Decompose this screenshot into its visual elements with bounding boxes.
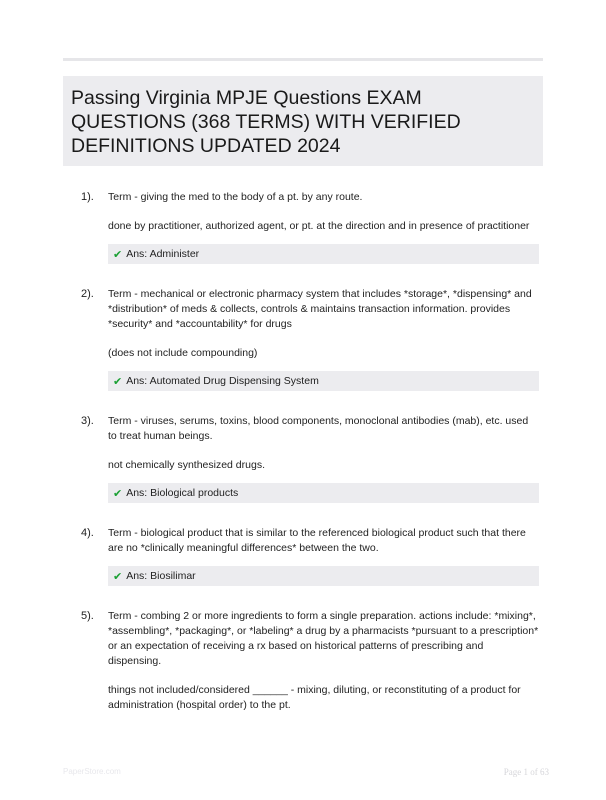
question-text: Term - giving the med to the body of a pt. by any route. [108, 191, 363, 203]
answer-box [108, 483, 539, 503]
question-text: Term - mechanical or electronic pharmacy system that includes *storage*, *dispensing* and *distribution* of meds & collects, controls & maintains transaction information. provides *security* and *accountability* for drugs [108, 288, 532, 330]
question-item [63, 287, 543, 391]
question-text: Term - combing 2 or more ingredients to form a single preparation. actions include: *mixing*, *assembling*, *packaging*, or *labeling* a drug by a pharmacists *pursuant to a prescription* or an expectation of receiving a rx based on historical patterns of prescribing and dispensing. [108, 610, 539, 667]
answer-box [108, 244, 539, 264]
question-body [108, 414, 539, 503]
page-number: Page 1 of 63 [503, 767, 549, 777]
question-text: done by practitioner, authorized agent, or pt. at the direction and in presence of practitioner [108, 220, 530, 232]
question-number: 5). [81, 610, 94, 622]
question-list [63, 190, 543, 736]
answer-text: Ans: Biological products [126, 487, 239, 499]
question-number: 4). [81, 527, 94, 539]
question-body [108, 287, 539, 391]
answer-text: Ans: Biosilimar [126, 570, 196, 582]
question-body [108, 190, 539, 264]
answer-text: Ans: Administer [126, 248, 200, 260]
title-box [63, 76, 543, 166]
question-text: not chemically synthesized drugs. [108, 459, 265, 471]
question-text: Term - viruses, serums, toxins, blood components, monoclonal antibodies (mab), etc. used to treat human beings. [108, 415, 529, 442]
checkmark-icon: ✔ [113, 487, 123, 500]
answer-box [108, 566, 539, 586]
question-item [63, 414, 543, 503]
document-title: Passing Virginia MPJE Questions EXAM QUESTIONS (368 TERMS) WITH VERIFIED DEFINITIONS UPDATED 2024 [71, 87, 461, 157]
question-item [63, 526, 543, 586]
answer-text: Ans: Automated Drug Dispensing System [126, 375, 319, 387]
question-item [63, 609, 543, 713]
top-divider [63, 58, 543, 61]
question-text: Term - biological product that is similar to the referenced biological product such that there are no *clinically meaningful differences* between the two. [108, 527, 526, 554]
question-number: 3). [81, 415, 94, 427]
question-body [108, 609, 539, 713]
checkmark-icon: ✔ [113, 570, 123, 583]
question-body [108, 526, 539, 586]
answer-box [108, 371, 539, 391]
question-text: things not included/considered ______ - mixing, diluting, or reconstituting of a product for administration (hospital order) to the pt. [108, 684, 521, 711]
checkmark-icon: ✔ [113, 248, 123, 261]
checkmark-icon: ✔ [113, 375, 123, 388]
question-number: 1). [81, 191, 94, 203]
question-item [63, 190, 543, 264]
question-number: 2). [81, 288, 94, 300]
footer-watermark: PaperStore.com [63, 767, 121, 776]
question-text: (does not include compounding) [108, 347, 258, 359]
